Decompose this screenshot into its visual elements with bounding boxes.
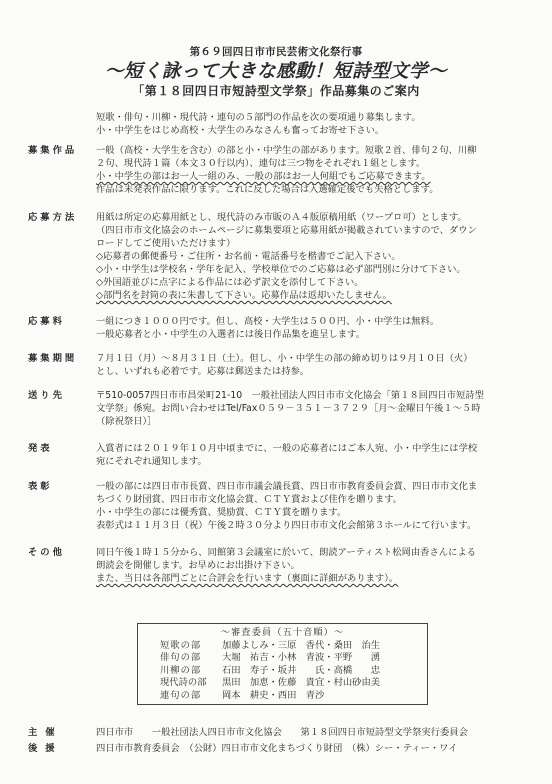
section-line: 朗読会を開催します。お早めにお出掛け下さい。 [96,560,300,571]
judges-dept: 川柳の部 [160,664,202,676]
footer-label: 主催 [28,727,63,738]
judges-dept: 現代詩の部 [160,677,207,688]
section-label: 応募方法 [28,212,78,223]
sub-title: 「第１８回四日市短詩型文学祭」作品募集のご案内 [132,84,420,98]
section-line: ◇小・中学生は学校名・学年を記入、学校単位でのご応募は必ず部門別に分けて下さい。 [96,264,466,275]
judges-row [138,640,427,653]
section-line: ちづくり財団賞、四日市市文化協会賞、ＣＴＹ賞および佳作を贈ります。 [96,494,402,505]
section-body [96,480,536,532]
section-line: また、当日は各部門ごとに合評会を行います（裏面に詳細があります）。 [96,573,399,584]
judges-row [138,665,427,678]
section-line: 用紙は所定の応募用紙とし、現代詩のみ市販のＡ４版原稿用紙（ワープロ可）とします。 [96,212,467,223]
footer-sponsor [28,742,543,755]
section-line: ◇外国語並びに点字による作品には必ず訳文を添付して下さい。 [96,277,364,288]
section-body [96,546,536,585]
section-line: ２句、現代詩１篇（本文３０行以内）、連句は三つ物をそれぞれ１組とします。 [96,158,426,169]
section-line: 同日午後１時１５分から、同館第３会議室に於いて、朗読アーティスト松岡由香さんによる [96,547,476,558]
section-label: 表彰 [28,481,53,492]
section-body [96,442,536,468]
main-title: ～短く詠って大きな感動！短詩型文学～ [104,61,447,82]
judges-names: 岡本 耕史・西田 青沙 [222,689,325,701]
section-line: 作品は未発表作品に限ります。これに反した場合は入選確定後でも失格とします。 [96,184,439,195]
footer-organizer-text: 四日市市 一般社団法人四日市市文化協会 第１８回四日市短詩型文学祭実行委員会 [96,727,468,738]
section-line: ◇応募者の郵便番号・ご住所・お名前・電話番号を楷書でご記入下さい。 [96,251,401,262]
judges-names: 大堀 祐吉・小林 青波・平野 湧 [222,652,381,663]
section-label: 応募料 [28,316,65,327]
event-line: 第６９回四日市市民芸術文化祭行事 [189,46,363,58]
section-line: ７月１日（月）～８月３１日（土）。但し、小・中学生の部の締め切りは９月１０日（火） [96,353,473,364]
section-body [96,144,536,196]
footer-label: 後援 [28,743,63,754]
intro-text [96,111,536,137]
section-line: 宛にそれぞれ通知します。 [96,456,207,467]
section-body [96,352,536,378]
judges-row [138,690,427,703]
section-label: 募集期間 [28,353,78,364]
section-line: 文学祭」係宛。お問い合わせはTel/Fax０５９－３５１－３７２９［月～金曜日午後１～５時 [96,403,481,414]
section-line: （除祝祭日）］ [96,416,157,427]
section-line: 〒510-0057四日市市昌栄町21-10 一般社団法人四日市市文化協会「第１８回四日市短詩型 [96,390,484,401]
section-line: 一般（高校・大学生を含む）の部と小・中学生の部があります。短歌２首、俳句２句、川柳 [96,145,477,156]
intro-line: 短歌・俳句・川柳・現代詩・連句の５部門の作品を次の要項通り募集します。 [96,112,421,123]
footer-organizer [28,726,543,739]
section-line: ロードしてご使用いただけます） [96,238,236,249]
section-line: 一般の部には四日市市長賞、四日市市議会議長賞、四日市市教育委員会賞、四日市市文化ま [96,481,478,492]
section-line: 一組につき１０００円です。但し、高校・大学生は５００円、小・中学生は無料。 [96,316,440,327]
section-body [96,315,536,341]
intro-line: 小・中学生をはじめ高校・大学生のみなさんも奮ってお寄せ下さい。 [96,125,385,136]
judges-row [138,652,427,665]
section-label: 募集作品 [28,145,78,156]
judges-dept: 連句の部 [160,689,202,701]
section-line: 小・中学生の部には優秀賞、奨励賞、ＣＴＹ賞を贈ります。 [96,507,347,518]
section-line: 入賞者には２０１９年１０月中頃までに、一般の応募者にはご本人宛、小・中学生には学校 [96,443,478,454]
section-label: 送り先 [28,390,65,401]
footer-sponsor-text: 四日市市教育委員会 （公財）四日市市文化まちづくり財団 （株）シー・ティー・ワイ [96,743,458,754]
section-line: ◇部門名を封筒の表に朱書して下さい。応募作品は返却いたしません。 [96,290,392,301]
section-label: 発表 [28,443,53,454]
section-body [96,389,536,428]
judges-dept: 短歌の部 [160,639,202,651]
section-line: 小・中学生の部はお一人一組のみ、一般の部はお一人何組でもご応募できます。 [96,171,431,182]
section-line: （四日市市文化協会のホームページに募集要項と応募用紙が掲載されていますので、ダウン [96,225,477,236]
section-line: 表彰式は１１月３日（祝）午後２時３０分より四日市市文化会館第３ホールにて行います。 [96,520,477,531]
judges-names: 加藤よしみ・三原 香代・桑田 治生 [222,639,381,651]
judges-names: 石田 寿子・坂井 氏・高橋 忠 [222,664,381,676]
judges-row [138,677,427,690]
section-body [96,211,536,302]
section-line: とし、いずれも必着です。応募は郵送または持参。 [96,366,310,377]
section-line: 一般応募者と小・中学生の入選者には後日作品集を進呈します。 [96,329,365,340]
section-label: その他 [28,547,65,558]
judges-title: ～審査委員（五十音順）～ [220,627,345,638]
judges-box [137,623,428,705]
judges-dept: 俳句の部 [160,652,202,663]
judges-names: 黒田 加恵・佐藤 貴宜・村山砂由美 [222,677,381,688]
